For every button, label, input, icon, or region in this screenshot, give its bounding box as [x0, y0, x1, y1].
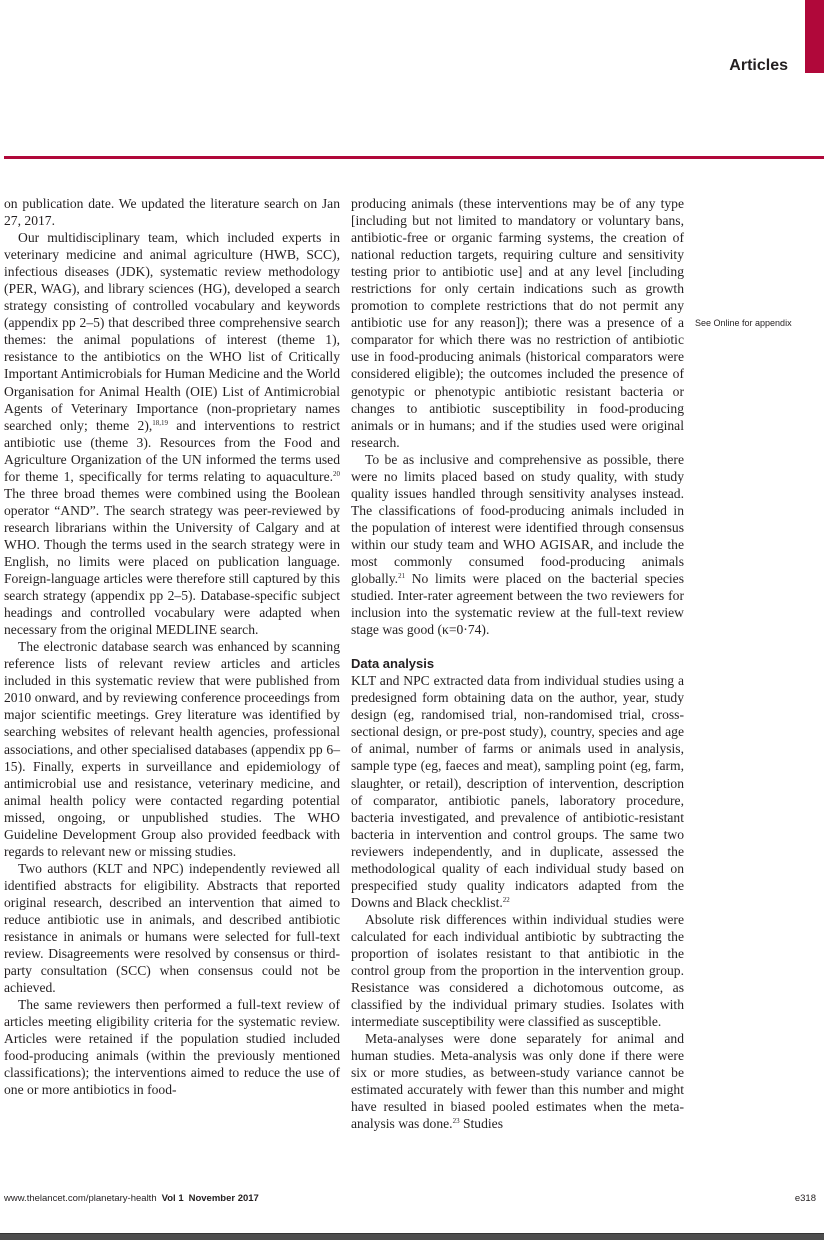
paragraph: Two authors (KLT and NPC) independently reviewed all identified abstracts for eligibility. Abstracts that reported original research, described an intervention that aimed to reduce antibiotic use in animals, and described antibiotic resistance in animals or humans were selected for full-text review. Disagreements were resolved by consensus or third-party consultation (SCC) when consensus could not be achieved. — [4, 860, 340, 996]
paragraph — [351, 672, 684, 911]
paragraph-text: The three broad themes were combined using the Boolean operator “AND”. The search strategy was peer-reviewed by research librarians within the University of Calgary and at WHO. Though the terms used in the search strategy were in English, no limits were placed on publication language. Foreign-language articles were therefore still captured by this search strategy (appendix pp 2–5). Database-specific subject headings and controlled vocabulary were adapted when necessary from the original MEDLINE search. — [4, 485, 340, 638]
paragraph-text: No limits were placed on the bacterial species studied. Inter-rater agreement between the two reviewers for inclusion into the systematic review at the full-text review stage was good (κ=0·74). — [351, 571, 684, 638]
page-footer — [4, 1193, 816, 1204]
paragraph-text: KLT and NPC extracted data from individual studies using a predesigned form obtaining data on the author, year, study design (eg, randomised trial, non-randomised trial, cross-sectional design, or pre-post study), country, species and age of animal, number of farms or animals used in analysis, sample type (eg, faeces and meat), sampling point (eg, farm, slaughter, or retail), description of intervention, description of comparator, antibiotic panels, laboratory procedure, bacteria investigated, and prevalence of antibiotic-resistant bacteria in intervention and control groups. The same two reviewers independently, and in duplicate, assessed the methodological quality of each individual study based on prespecified study quality indicators adapted from the Downs and Black checklist. — [351, 673, 684, 910]
section-accent-bar — [805, 0, 824, 73]
issue-date: November 2017 — [188, 1193, 259, 1204]
citation-reference[interactable]: 18,19 — [152, 418, 168, 427]
paragraph: producing animals (these interventions may be of any type [including but not limited to mandatory or voluntary bans, antibiotic-free or organic farming systems, the creation of national reduction targets, requiring culture and sensitivity testing prior to antibiotic use] and at any level [including restrictions for only certain indications such as growth promotion to complete restrictions that do not permit any antibiotic use for any reason]); there was a presence of a comparator for which there was no restriction of antibiotic use in food-producing animals (historical comparators were considered eligible); the outcomes included the presence of genotypic or phenotypic antibiotic resistant bacteria or changes to antibiotic susceptibility in food-producing animals or in humans; and if the studies used were original research. — [351, 196, 684, 450]
paragraph: The electronic database search was enhanced by scanning reference lists of relevant review articles and articles included in this systematic review that were published from 2010 onward, and by reviewing conference proceedings from major scientific meetings. Grey literature was identified by searching websites of relevant health agencies, professional associations, and other specialised databases (appendix pp 6–15). Finally, experts in surveillance and epidemiology of antimicrobial use and resistance, veterinary medicine, and animal health policy were contacted regarding potential missed, ongoing, or unpublished studies. The WHO Guideline Development Group also provided feedback with regards to relevant new or missing studies. — [4, 639, 340, 859]
paragraph-text: To be as inclusive and comprehensive as possible, there were no limits placed based on study quality, with study quality issues handled through sensitivity analyses instead. The classifications of food-producing animals included in the population of interest were identified through consensus within our study team and WHO AGISAR, and include the most commonly consumed food-producing animals globally. — [351, 451, 684, 587]
page-number: e318 — [794, 1193, 816, 1204]
citation-reference[interactable]: 22 — [502, 895, 510, 904]
left-column — [4, 195, 340, 1098]
header-divider — [4, 156, 824, 159]
citation-reference[interactable]: 20 — [333, 469, 340, 478]
section-label: Articles — [729, 57, 788, 74]
paragraph — [351, 451, 684, 639]
section-heading: Data analysis — [351, 656, 435, 672]
paragraph-text: Our multidisciplinary team, which included experts in veterinary medicine and animal agriculture (HWB, SCC), infectious diseases (JDK), systematic review methodology (PER, WAG), and library sciences (HG), developed a search strategy consisting of controlled vocabulary and keywords (appendix pp 2–5) that described three comprehensive search themes: the animal populations of interest (theme 1), resistance to the antibiotics on the WHO list of Critically Important Antimicrobials for Human Medicine and the World Organisation for Animal Health (OIE) List of Antimicrobial Agents of Veterinary Importance (non-proprietary names searched only; theme 2), — [4, 230, 340, 433]
paragraph-text: and interventions to restrict antibiotic use (theme 3). Resources from the Food and Agriculture Organization of the UN informed the terms used for theme 1, specifically for terms relating to aquaculture. — [4, 417, 341, 484]
paragraph — [4, 229, 340, 638]
paragraph: Absolute risk differences within individual studies were calculated for each individual antibiotic by subtracting the proportion of isolates resistant to that antibiotic in the control group from the proportion in the intervention group. Resistance was considered a dichotomous outcome, as classified by the individual primary studies. Isolates with intermediate susceptibility were classified as susceptible. — [351, 911, 684, 1030]
paragraph-text: Studies — [459, 1116, 503, 1132]
paragraph: on publication date. We updated the literature search on Jan 27, 2017. — [4, 196, 340, 229]
paragraph — [351, 1030, 684, 1132]
citation-reference[interactable]: 21 — [398, 572, 406, 581]
appendix-sidenote[interactable]: See Online for appendix — [695, 318, 792, 328]
citation-reference[interactable]: 23 — [452, 1117, 460, 1126]
middle-column — [351, 195, 684, 1132]
paragraph: The same reviewers then performed a full-text review of articles meeting eligibility criteria for the systematic review. Articles were retained if the population studied included food-producing animals (within the previously mentioned classifications); the interventions aimed to reduce the use of one or more antibiotics in food- — [4, 997, 340, 1098]
journal-volume: Vol 1 — [161, 1193, 184, 1204]
paragraph-text: Meta-analyses were done separately for animal and human studies. Meta-analysis was only done if there were six or more studies, as between-study variance cannot be estimated accurately with fewer than this number and might have resulted in biased pooled estimates when the meta-analysis was done. — [351, 1031, 684, 1132]
journal-url[interactable]: www.thelancet.com/planetary-health — [4, 1193, 157, 1204]
